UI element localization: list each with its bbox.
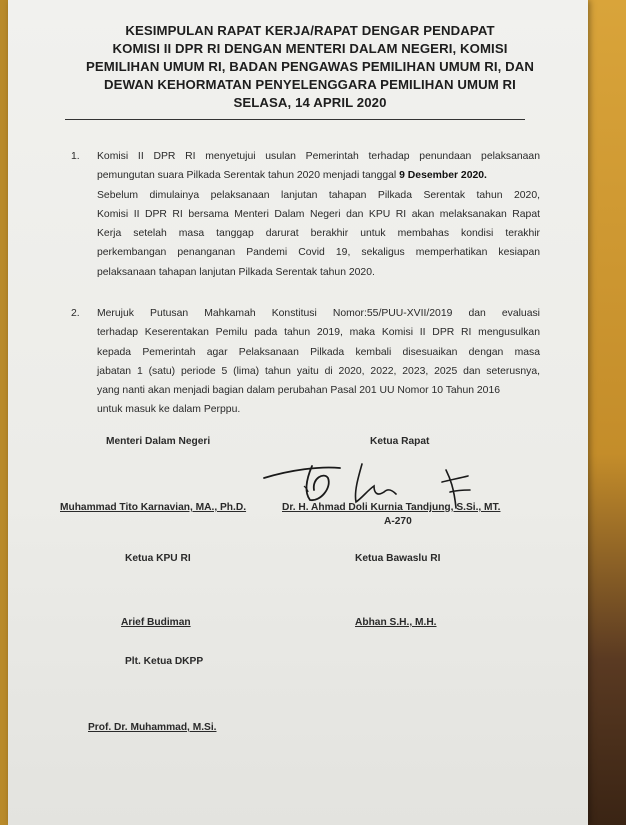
- point-1-line-4: Komisi II DPR RI bersama Menteri Dalam Negeri dan KPU RI akan melaksanakan Rapat: [97, 208, 540, 220]
- title-date: SELASA, 14 APRIL 2020: [233, 95, 387, 110]
- ketua-rapat-code: A-270: [384, 516, 412, 527]
- background-folder: [583, 0, 626, 825]
- mendagri-title: Menteri Dalam Negeri: [106, 436, 211, 447]
- point-1-line-5: Kerja setelah masa tanggap darurat berakhir untuk membahas kondisi terakhir: [97, 228, 540, 240]
- ketua-rapat-name: Dr. H. Ahmad Doli Kurnia Tandjung, S.Si., MT.: [282, 502, 501, 513]
- point-1-line-6: perkembangan penanganan Pandemi Covid 19, sekaligus memperhatikan kesiapan: [97, 247, 540, 259]
- point-1-number: 1.: [71, 151, 80, 162]
- point-2-line-1: Merujuk Putusan Mahkamah Konstitusi Nomor:55/PUU-XVII/2019 dan evaluasi: [97, 308, 540, 319]
- point-2-line-2: terhadap Keserentakan Pemilu pada tahun 2019, maka Komisi II DPR RI mengusulkan: [97, 327, 540, 339]
- title-line-4: DEWAN KEHORMATAN PENYELENGGARA PEMILIHAN UMUM RI: [104, 77, 516, 92]
- point-1-line-1: Komisi II DPR RI menyetujui usulan Pemerintah terhadap penundaan pelaksanaan: [97, 151, 540, 162]
- mendagri-name: Muhammad Tito Karnavian, MA., Ph.D.: [60, 502, 247, 513]
- point-1-line-2: pemungutan suara Pilkada Serentak tahun 2020 menjadi tanggal 9 Desember 2020.: [97, 170, 487, 182]
- title-line-3: PEMILIHAN UMUM RI, BADAN PENGAWAS PEMILIHAN UMUM RI, DAN: [85, 59, 535, 74]
- bawaslu-title: Ketua Bawaslu RI: [355, 553, 441, 564]
- point-2: [71, 304, 540, 420]
- title-line-1: KESIMPULAN RAPAT KERJA/RAPAT DENGAR PENDAPAT: [125, 23, 495, 38]
- point-2-number: 2.: [71, 308, 80, 319]
- dkpp-name: Prof. Dr. Muhammad, M.Si.: [88, 722, 217, 733]
- point-2-line-3: kepada Pemerintah agar Pelaksanaan Pilkada kembali disesuaikan dengan masa: [97, 346, 540, 358]
- bawaslu-name: Abhan S.H., M.H.: [355, 617, 437, 628]
- point-1: [71, 147, 540, 282]
- point-1-bold-date: 9 Desember 2020.: [399, 170, 487, 182]
- kpu-title: Ketua KPU RI: [125, 553, 191, 564]
- point-1-line-7: pelaksanaan tahapan lanjutan Pilkada Serentak tahun 2020.: [97, 266, 375, 278]
- document-title: [40, 22, 580, 112]
- point-2-line-5: yang nanti akan menjadi bagian dalam perubahan Pasal 201 UU Nomor 10 Tahun 2016: [97, 385, 501, 397]
- point-2-line-6: untuk masuk ke dalam Perppu.: [97, 404, 241, 416]
- point-1-line-3: Sebelum dimulainya pelaksanaan lanjutan tahapan Pilkada Serentak tahun 2020,: [97, 189, 540, 201]
- title-divider: [65, 119, 525, 120]
- kpu-name: Arief Budiman: [121, 617, 191, 628]
- ketua-rapat-title: Ketua Rapat: [370, 436, 430, 447]
- title-line-2: KOMISI II DPR RI DENGAN MENTERI DALAM NEGERI, KOMISI: [112, 41, 508, 56]
- dkpp-title: Plt. Ketua DKPP: [125, 656, 204, 667]
- point-2-line-4: jabatan 1 (satu) periode 5 (lima) tahun yaitu di 2020, 2022, 2023, 2025 dan seterusnya,: [97, 365, 540, 377]
